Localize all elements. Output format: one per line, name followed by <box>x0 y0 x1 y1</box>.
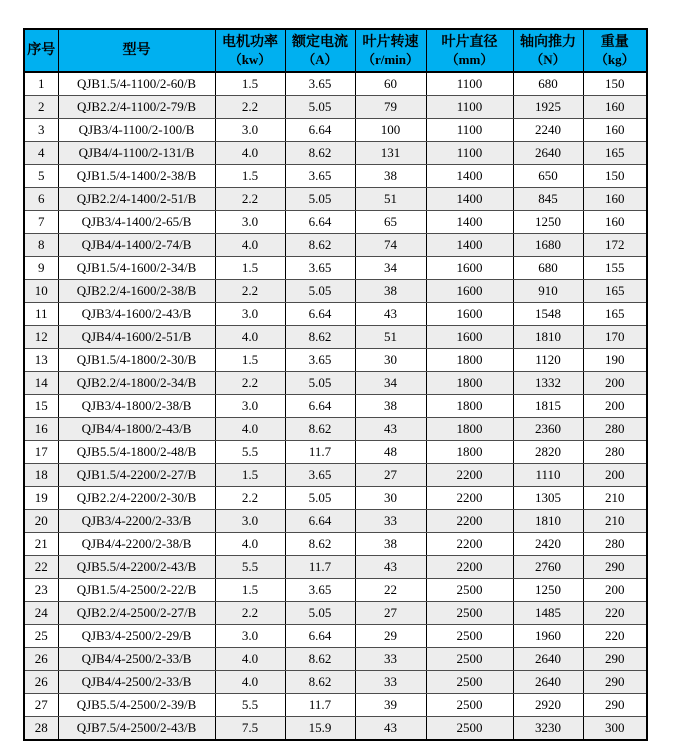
cell-serial: 26 <box>24 671 58 694</box>
cell-model: QJB4/4-1800/2-43/B <box>58 418 215 441</box>
cell-serial: 27 <box>24 694 58 717</box>
cell-speed: 39 <box>355 694 426 717</box>
cell-thrust: 2920 <box>513 694 583 717</box>
cell-power: 2.2 <box>215 602 285 625</box>
cell-weight: 155 <box>583 257 647 280</box>
header-diameter-title: 叶片直径 <box>441 34 498 50</box>
cell-diameter: 2500 <box>426 625 513 648</box>
cell-current: 8.62 <box>285 648 355 671</box>
cell-serial: 6 <box>24 188 58 211</box>
cell-speed: 60 <box>355 72 426 96</box>
cell-speed: 65 <box>355 211 426 234</box>
table-row <box>24 579 647 602</box>
cell-weight: 290 <box>583 671 647 694</box>
cell-current: 8.62 <box>285 142 355 165</box>
cell-speed: 22 <box>355 579 426 602</box>
cell-current: 3.65 <box>285 72 355 96</box>
cell-power: 1.5 <box>215 349 285 372</box>
table-row <box>24 165 647 188</box>
cell-diameter: 1600 <box>426 303 513 326</box>
table-row <box>24 602 647 625</box>
cell-diameter: 2500 <box>426 602 513 625</box>
header-diameter <box>426 29 513 72</box>
cell-diameter: 2200 <box>426 533 513 556</box>
cell-serial: 17 <box>24 441 58 464</box>
cell-model: QJB1.5/4-2500/2-22/B <box>58 579 215 602</box>
cell-serial: 15 <box>24 395 58 418</box>
cell-diameter: 1400 <box>426 165 513 188</box>
cell-serial: 9 <box>24 257 58 280</box>
table-row <box>24 280 647 303</box>
cell-diameter: 2500 <box>426 694 513 717</box>
cell-weight: 170 <box>583 326 647 349</box>
cell-speed: 100 <box>355 119 426 142</box>
header-power <box>215 29 285 72</box>
cell-speed: 33 <box>355 648 426 671</box>
table-row <box>24 464 647 487</box>
cell-model: QJB1.5/4-1600/2-34/B <box>58 257 215 280</box>
cell-diameter: 1600 <box>426 280 513 303</box>
cell-current: 15.9 <box>285 717 355 741</box>
cell-current: 6.64 <box>285 211 355 234</box>
cell-speed: 74 <box>355 234 426 257</box>
cell-weight: 165 <box>583 303 647 326</box>
cell-thrust: 2360 <box>513 418 583 441</box>
cell-power: 5.5 <box>215 556 285 579</box>
cell-diameter: 1400 <box>426 234 513 257</box>
header-power-title: 电机功率 <box>222 34 278 50</box>
cell-serial: 20 <box>24 510 58 533</box>
table-row <box>24 487 647 510</box>
cell-speed: 51 <box>355 188 426 211</box>
cell-thrust: 845 <box>513 188 583 211</box>
cell-weight: 200 <box>583 372 647 395</box>
cell-current: 11.7 <box>285 556 355 579</box>
cell-model: QJB3/4-2200/2-33/B <box>58 510 215 533</box>
cell-diameter: 2500 <box>426 579 513 602</box>
cell-speed: 38 <box>355 165 426 188</box>
header-serial-title: 序号 <box>27 42 56 58</box>
cell-model: QJB2.2/4-1600/2-38/B <box>58 280 215 303</box>
cell-power: 3.0 <box>215 119 285 142</box>
header-speed <box>355 29 426 72</box>
cell-speed: 33 <box>355 510 426 533</box>
table-row <box>24 257 647 280</box>
table-row <box>24 510 647 533</box>
cell-current: 8.62 <box>285 418 355 441</box>
cell-diameter: 2500 <box>426 671 513 694</box>
cell-thrust: 1548 <box>513 303 583 326</box>
header-current <box>285 29 355 72</box>
cell-weight: 290 <box>583 556 647 579</box>
cell-serial: 13 <box>24 349 58 372</box>
header-current-title: 额定电流 <box>292 34 348 50</box>
cell-thrust: 1305 <box>513 487 583 510</box>
cell-diameter: 2200 <box>426 487 513 510</box>
cell-power: 1.5 <box>215 257 285 280</box>
cell-model: QJB3/4-1600/2-43/B <box>58 303 215 326</box>
cell-serial: 19 <box>24 487 58 510</box>
cell-diameter: 1800 <box>426 349 513 372</box>
cell-weight: 165 <box>583 142 647 165</box>
cell-serial: 22 <box>24 556 58 579</box>
table-row <box>24 441 647 464</box>
cell-model: QJB1.5/4-2200/2-27/B <box>58 464 215 487</box>
cell-speed: 51 <box>355 326 426 349</box>
cell-power: 2.2 <box>215 96 285 119</box>
cell-speed: 27 <box>355 602 426 625</box>
table-body <box>24 72 647 740</box>
cell-speed: 48 <box>355 441 426 464</box>
cell-current: 6.64 <box>285 510 355 533</box>
cell-power: 4.0 <box>215 326 285 349</box>
cell-weight: 172 <box>583 234 647 257</box>
cell-serial: 14 <box>24 372 58 395</box>
header-model-title: 型号 <box>122 42 151 58</box>
header-row <box>24 29 647 72</box>
cell-model: QJB2.2/4-1100/2-79/B <box>58 96 215 119</box>
cell-diameter: 1100 <box>426 96 513 119</box>
cell-power: 2.2 <box>215 372 285 395</box>
cell-thrust: 2640 <box>513 142 583 165</box>
table-row <box>24 72 647 96</box>
cell-speed: 27 <box>355 464 426 487</box>
cell-serial: 10 <box>24 280 58 303</box>
cell-speed: 30 <box>355 349 426 372</box>
cell-power: 3.0 <box>215 625 285 648</box>
cell-model: QJB1.5/4-1400/2-38/B <box>58 165 215 188</box>
cell-model: QJB2.2/4-1800/2-34/B <box>58 372 215 395</box>
table-row <box>24 717 647 741</box>
cell-current: 11.7 <box>285 441 355 464</box>
cell-weight: 200 <box>583 464 647 487</box>
cell-speed: 38 <box>355 533 426 556</box>
cell-model: QJB3/4-1400/2-65/B <box>58 211 215 234</box>
cell-thrust: 1485 <box>513 602 583 625</box>
table-row <box>24 326 647 349</box>
header-weight-title: 重量 <box>600 34 629 50</box>
cell-power: 2.2 <box>215 280 285 303</box>
cell-power: 3.0 <box>215 303 285 326</box>
cell-current: 11.7 <box>285 694 355 717</box>
table-row <box>24 418 647 441</box>
cell-model: QJB1.5/4-1800/2-30/B <box>58 349 215 372</box>
cell-thrust: 1810 <box>513 510 583 533</box>
table-row <box>24 625 647 648</box>
cell-current: 5.05 <box>285 372 355 395</box>
cell-diameter: 1800 <box>426 418 513 441</box>
cell-weight: 160 <box>583 188 647 211</box>
cell-thrust: 1110 <box>513 464 583 487</box>
cell-model: QJB5.5/4-1800/2-48/B <box>58 441 215 464</box>
cell-model: QJB5.5/4-2500/2-39/B <box>58 694 215 717</box>
cell-serial: 26 <box>24 648 58 671</box>
cell-current: 6.64 <box>285 119 355 142</box>
cell-current: 5.05 <box>285 487 355 510</box>
table-row <box>24 556 647 579</box>
header-speed-unit: （r/min） <box>361 51 420 67</box>
cell-speed: 43 <box>355 717 426 741</box>
cell-thrust: 650 <box>513 165 583 188</box>
cell-thrust: 680 <box>513 257 583 280</box>
cell-weight: 210 <box>583 487 647 510</box>
header-serial <box>24 29 58 72</box>
header-thrust-unit: （N） <box>530 51 566 67</box>
header-power-unit: （kw） <box>228 51 272 67</box>
cell-model: QJB2.2/4-2200/2-30/B <box>58 487 215 510</box>
cell-current: 5.05 <box>285 602 355 625</box>
table-header <box>24 29 647 72</box>
cell-weight: 280 <box>583 441 647 464</box>
cell-model: QJB4/4-2200/2-38/B <box>58 533 215 556</box>
cell-thrust: 1810 <box>513 326 583 349</box>
cell-model: QJB4/4-1100/2-131/B <box>58 142 215 165</box>
table-row <box>24 395 647 418</box>
cell-serial: 21 <box>24 533 58 556</box>
header-diameter-unit: （mm） <box>445 51 494 67</box>
header-speed-title: 叶片转速 <box>362 34 419 50</box>
cell-power: 4.0 <box>215 142 285 165</box>
table-row <box>24 671 647 694</box>
cell-diameter: 1600 <box>426 326 513 349</box>
cell-diameter: 1100 <box>426 72 513 96</box>
cell-weight: 220 <box>583 625 647 648</box>
cell-model: QJB3/4-1100/2-100/B <box>58 119 215 142</box>
table-row <box>24 648 647 671</box>
cell-diameter: 1100 <box>426 119 513 142</box>
cell-power: 4.0 <box>215 533 285 556</box>
cell-weight: 150 <box>583 165 647 188</box>
cell-thrust: 1815 <box>513 395 583 418</box>
cell-weight: 150 <box>583 72 647 96</box>
cell-speed: 38 <box>355 395 426 418</box>
cell-serial: 12 <box>24 326 58 349</box>
header-thrust <box>513 29 583 72</box>
cell-weight: 300 <box>583 717 647 741</box>
cell-model: QJB2.2/4-2500/2-27/B <box>58 602 215 625</box>
cell-thrust: 2420 <box>513 533 583 556</box>
cell-power: 2.2 <box>215 188 285 211</box>
header-model <box>58 29 215 72</box>
cell-serial: 2 <box>24 96 58 119</box>
cell-current: 5.05 <box>285 96 355 119</box>
cell-diameter: 2500 <box>426 717 513 741</box>
cell-speed: 34 <box>355 257 426 280</box>
cell-diameter: 1800 <box>426 372 513 395</box>
cell-diameter: 1800 <box>426 441 513 464</box>
cell-current: 5.05 <box>285 188 355 211</box>
cell-speed: 38 <box>355 280 426 303</box>
cell-weight: 210 <box>583 510 647 533</box>
cell-thrust: 2640 <box>513 648 583 671</box>
cell-power: 2.2 <box>215 487 285 510</box>
table-row <box>24 188 647 211</box>
cell-power: 1.5 <box>215 72 285 96</box>
cell-speed: 79 <box>355 96 426 119</box>
cell-current: 3.65 <box>285 349 355 372</box>
cell-diameter: 1800 <box>426 395 513 418</box>
cell-thrust: 2820 <box>513 441 583 464</box>
cell-power: 7.5 <box>215 717 285 741</box>
cell-weight: 190 <box>583 349 647 372</box>
cell-serial: 7 <box>24 211 58 234</box>
cell-thrust: 680 <box>513 72 583 96</box>
cell-power: 1.5 <box>215 464 285 487</box>
cell-power: 5.5 <box>215 694 285 717</box>
cell-speed: 34 <box>355 372 426 395</box>
cell-diameter: 2200 <box>426 464 513 487</box>
cell-speed: 43 <box>355 556 426 579</box>
cell-serial: 8 <box>24 234 58 257</box>
cell-serial: 28 <box>24 717 58 741</box>
cell-model: QJB2.2/4-1400/2-51/B <box>58 188 215 211</box>
cell-speed: 131 <box>355 142 426 165</box>
table-row <box>24 694 647 717</box>
cell-serial: 18 <box>24 464 58 487</box>
cell-serial: 16 <box>24 418 58 441</box>
cell-model: QJB3/4-1800/2-38/B <box>58 395 215 418</box>
cell-weight: 165 <box>583 280 647 303</box>
cell-diameter: 2200 <box>426 510 513 533</box>
cell-thrust: 2640 <box>513 671 583 694</box>
table-row <box>24 211 647 234</box>
cell-diameter: 2200 <box>426 556 513 579</box>
cell-diameter: 2500 <box>426 648 513 671</box>
header-weight-unit: （kg） <box>594 51 635 67</box>
cell-weight: 280 <box>583 418 647 441</box>
table-row <box>24 96 647 119</box>
table-row <box>24 349 647 372</box>
cell-serial: 1 <box>24 72 58 96</box>
cell-serial: 24 <box>24 602 58 625</box>
cell-current: 3.65 <box>285 257 355 280</box>
table-row <box>24 372 647 395</box>
cell-speed: 43 <box>355 418 426 441</box>
cell-current: 3.65 <box>285 579 355 602</box>
cell-power: 4.0 <box>215 648 285 671</box>
cell-power: 4.0 <box>215 418 285 441</box>
cell-current: 6.64 <box>285 395 355 418</box>
cell-serial: 25 <box>24 625 58 648</box>
cell-serial: 11 <box>24 303 58 326</box>
cell-thrust: 1680 <box>513 234 583 257</box>
cell-weight: 200 <box>583 395 647 418</box>
cell-weight: 160 <box>583 119 647 142</box>
cell-thrust: 910 <box>513 280 583 303</box>
header-current-unit: （A） <box>302 51 338 67</box>
cell-weight: 290 <box>583 648 647 671</box>
cell-thrust: 3230 <box>513 717 583 741</box>
table-row <box>24 119 647 142</box>
cell-model: QJB4/4-2500/2-33/B <box>58 648 215 671</box>
cell-power: 4.0 <box>215 671 285 694</box>
cell-weight: 290 <box>583 694 647 717</box>
cell-diameter: 1400 <box>426 188 513 211</box>
cell-model: QJB5.5/4-2200/2-43/B <box>58 556 215 579</box>
cell-thrust: 1250 <box>513 211 583 234</box>
cell-model: QJB4/4-1600/2-51/B <box>58 326 215 349</box>
cell-power: 1.5 <box>215 579 285 602</box>
cell-speed: 43 <box>355 303 426 326</box>
cell-power: 3.0 <box>215 211 285 234</box>
cell-model: QJB3/4-2500/2-29/B <box>58 625 215 648</box>
cell-thrust: 2760 <box>513 556 583 579</box>
cell-thrust: 1250 <box>513 579 583 602</box>
cell-current: 8.62 <box>285 234 355 257</box>
mixer-spec-table <box>23 28 648 741</box>
cell-weight: 280 <box>583 533 647 556</box>
cell-serial: 3 <box>24 119 58 142</box>
cell-model: QJB4/4-1400/2-74/B <box>58 234 215 257</box>
cell-current: 5.05 <box>285 280 355 303</box>
cell-model: QJB4/4-2500/2-33/B <box>58 671 215 694</box>
cell-serial: 5 <box>24 165 58 188</box>
cell-thrust: 1332 <box>513 372 583 395</box>
table-row <box>24 234 647 257</box>
cell-diameter: 1600 <box>426 257 513 280</box>
cell-weight: 220 <box>583 602 647 625</box>
table-row <box>24 303 647 326</box>
table-row <box>24 533 647 556</box>
cell-current: 3.65 <box>285 464 355 487</box>
cell-current: 6.64 <box>285 303 355 326</box>
cell-serial: 4 <box>24 142 58 165</box>
cell-power: 5.5 <box>215 441 285 464</box>
cell-current: 6.64 <box>285 625 355 648</box>
cell-current: 8.62 <box>285 533 355 556</box>
cell-current: 8.62 <box>285 671 355 694</box>
cell-power: 3.0 <box>215 510 285 533</box>
cell-thrust: 2240 <box>513 119 583 142</box>
header-thrust-title: 轴向推力 <box>520 34 576 50</box>
cell-speed: 30 <box>355 487 426 510</box>
cell-thrust: 1120 <box>513 349 583 372</box>
cell-model: QJB7.5/4-2500/2-43/B <box>58 717 215 741</box>
cell-weight: 160 <box>583 96 647 119</box>
cell-power: 1.5 <box>215 165 285 188</box>
cell-power: 4.0 <box>215 234 285 257</box>
cell-model: QJB1.5/4-1100/2-60/B <box>58 72 215 96</box>
cell-weight: 160 <box>583 211 647 234</box>
cell-speed: 33 <box>355 671 426 694</box>
cell-current: 3.65 <box>285 165 355 188</box>
cell-serial: 23 <box>24 579 58 602</box>
cell-weight: 200 <box>583 579 647 602</box>
cell-power: 3.0 <box>215 395 285 418</box>
cell-speed: 29 <box>355 625 426 648</box>
cell-thrust: 1960 <box>513 625 583 648</box>
table-row <box>24 142 647 165</box>
cell-thrust: 1925 <box>513 96 583 119</box>
cell-diameter: 1100 <box>426 142 513 165</box>
cell-diameter: 1400 <box>426 211 513 234</box>
cell-current: 8.62 <box>285 326 355 349</box>
header-weight <box>583 29 647 72</box>
